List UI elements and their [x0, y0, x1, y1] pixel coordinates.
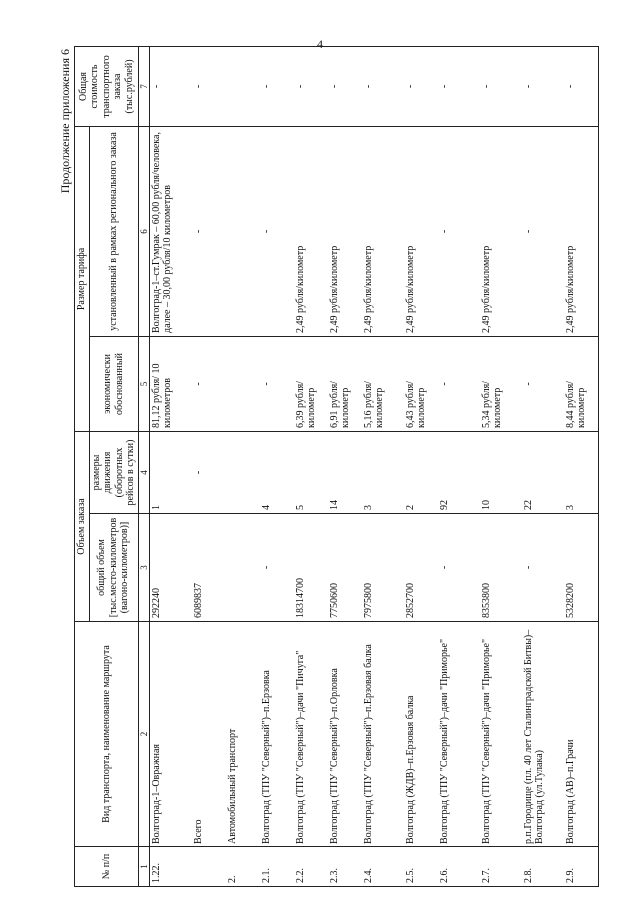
- established-tariff: -: [438, 126, 480, 336]
- econ-tariff: 6,43 рубля/ километр: [404, 336, 438, 431]
- route-name: Волгоград (ТПУ "Северный")–п.Ерзовка: [260, 622, 294, 847]
- route-name: Автомобильный транспорт: [226, 622, 260, 847]
- established-tariff: -: [522, 126, 564, 336]
- route-name: Волгоград (ЖДВ)–п.Ерзовая балка: [404, 622, 438, 847]
- total-volume: 7750600: [328, 514, 362, 622]
- total-volume: [226, 514, 260, 622]
- row-num: 2.5.: [404, 847, 438, 887]
- total-cost: [226, 46, 260, 126]
- established-tariff: 2,49 рубля/километр: [328, 126, 362, 336]
- total-cost: -: [328, 46, 362, 126]
- table-row: [260, 46, 294, 886]
- col-index: 7: [138, 46, 149, 126]
- table-row: [294, 46, 328, 886]
- trips: 4: [260, 431, 294, 513]
- total-volume: 6089837: [192, 514, 226, 622]
- total-cost: -: [480, 46, 522, 126]
- continuation-title: Продолжение приложения 6: [58, 49, 72, 194]
- total-volume: 18314700: [294, 514, 328, 622]
- total-cost: -: [522, 46, 564, 126]
- trips: 3: [362, 431, 404, 513]
- header-total-cost: Общая стоимость транспортного заказа (тыс.рублей): [75, 46, 139, 126]
- total-volume: 2852700: [404, 514, 438, 622]
- total-cost: -: [362, 46, 404, 126]
- econ-tariff: 6,39 рубля/ километр: [294, 336, 328, 431]
- trips: 5: [294, 431, 328, 513]
- econ-tariff: 81,12 рубля/ 10 километров: [149, 336, 192, 431]
- table-row: [404, 46, 438, 886]
- header-transport: Вид транспорта, наименование маршрута: [75, 622, 139, 847]
- established-tariff: [226, 126, 260, 336]
- row-num: 2.7.: [480, 847, 522, 887]
- row-num: 1.22.: [149, 847, 192, 887]
- col-index: 3: [138, 514, 149, 622]
- established-tariff: 2,49 рубля/километр: [294, 126, 328, 336]
- econ-tariff: [226, 336, 260, 431]
- established-tariff: Волгоград-1–ст.Гумрак – 60,00 рубля/человека, далее – 30,00 рубля/10 километров: [149, 126, 192, 336]
- trips: [226, 431, 260, 513]
- table-row: [328, 46, 362, 886]
- transport-order-table: [74, 46, 599, 887]
- route-name: Всего: [192, 622, 226, 847]
- econ-tariff: 8,44 рубля/ километр: [564, 336, 599, 431]
- route-name: Волгоград (ТПУ "Северный")–дачи "Пичуга": [294, 622, 328, 847]
- total-cost: -: [260, 46, 294, 126]
- trips: 3: [564, 431, 599, 513]
- header-total-volume: общий объем [тыс.место-километров (вагоно-километров)]: [89, 514, 138, 622]
- established-tariff: -: [260, 126, 294, 336]
- total-cost: -: [564, 46, 599, 126]
- total-volume: -: [438, 514, 480, 622]
- econ-tariff: -: [438, 336, 480, 431]
- row-num: 2.2.: [294, 847, 328, 887]
- trips: 10: [480, 431, 522, 513]
- total-volume: 292240: [149, 514, 192, 622]
- established-tariff: 2,49 рубля/километр: [480, 126, 522, 336]
- established-tariff: -: [192, 126, 226, 336]
- col-index: 5: [138, 336, 149, 431]
- trips: 92: [438, 431, 480, 513]
- route-name: Волгоград (ТПУ "Северный")–п.Ерзовая балка: [362, 622, 404, 847]
- header-num: № п/п: [75, 847, 139, 887]
- row-num: 2.: [226, 847, 260, 887]
- header-econ: экономически обоснованный: [89, 336, 138, 431]
- total-cost: -: [404, 46, 438, 126]
- col-index: 4: [138, 431, 149, 513]
- row-num: 2.8.: [522, 847, 564, 887]
- total-volume: 8353800: [480, 514, 522, 622]
- route-name: Волгоград (ТПУ "Северный")–дачи "Приморье": [480, 622, 522, 847]
- trips: 14: [328, 431, 362, 513]
- route-name: Волгоград (ТПУ "Северный")–дачи "Приморье": [438, 622, 480, 847]
- header-tariff: Размер тарифа: [75, 126, 90, 431]
- row-num: 2.9.: [564, 847, 599, 887]
- trips: 2: [404, 431, 438, 513]
- col-index: 2: [138, 622, 149, 847]
- rotated-page: [52, 47, 588, 887]
- total-volume: 7975800: [362, 514, 404, 622]
- econ-tariff: 6,91 рубля/ километр: [328, 336, 362, 431]
- econ-tariff: 5,16 рубля/ километр: [362, 336, 404, 431]
- table-row: [564, 46, 599, 886]
- header-order-volume: Объем заказа: [75, 431, 90, 621]
- route-name: Волгоград-1–Овражная: [149, 622, 192, 847]
- col-index: 6: [138, 126, 149, 336]
- col-index: 1: [138, 847, 149, 887]
- header-trips: размеры движения (оборотных рейсов в сутки): [89, 431, 138, 513]
- header-established: установленный в рамках регионального заказа: [89, 126, 138, 336]
- table-row: [362, 46, 404, 886]
- trips: -: [192, 431, 226, 513]
- route-name: р.п.Городище (пл. 40 лет Сталинградской Битвы)–Волгоград (ул.Тулака): [522, 622, 564, 847]
- total-cost: -: [438, 46, 480, 126]
- row-num: 2.4.: [362, 847, 404, 887]
- established-tariff: 2,49 рубля/километр: [564, 126, 599, 336]
- total-cost: -: [149, 46, 192, 126]
- table-row: [438, 46, 480, 886]
- total-cost: -: [192, 46, 226, 126]
- established-tariff: 2,49 рубля/километр: [362, 126, 404, 336]
- row-num: 2.3.: [328, 847, 362, 887]
- table-row: [149, 46, 192, 886]
- total-volume: 5328200: [564, 514, 599, 622]
- econ-tariff: -: [260, 336, 294, 431]
- total-cost: -: [294, 46, 328, 126]
- trips: 1: [149, 431, 192, 513]
- established-tariff: 2,49 рубля/километр: [404, 126, 438, 336]
- route-name: Волгоград (АВ)–п.Грачи: [564, 622, 599, 847]
- econ-tariff: 5,34 рубля/ километр: [480, 336, 522, 431]
- total-volume: -: [522, 514, 564, 622]
- row-num: [192, 847, 226, 887]
- trips: 22: [522, 431, 564, 513]
- row-num: 2.6.: [438, 847, 480, 887]
- page-number: 4: [317, 37, 323, 51]
- route-name: Волгоград (ТПУ "Северный")–п.Орловка: [328, 622, 362, 847]
- table-row: [522, 46, 564, 886]
- table-row: [226, 46, 260, 886]
- table-row: [192, 46, 226, 886]
- total-volume: -: [260, 514, 294, 622]
- econ-tariff: -: [522, 336, 564, 431]
- row-num: 2.1.: [260, 847, 294, 887]
- table-row: [480, 46, 522, 886]
- econ-tariff: -: [192, 336, 226, 431]
